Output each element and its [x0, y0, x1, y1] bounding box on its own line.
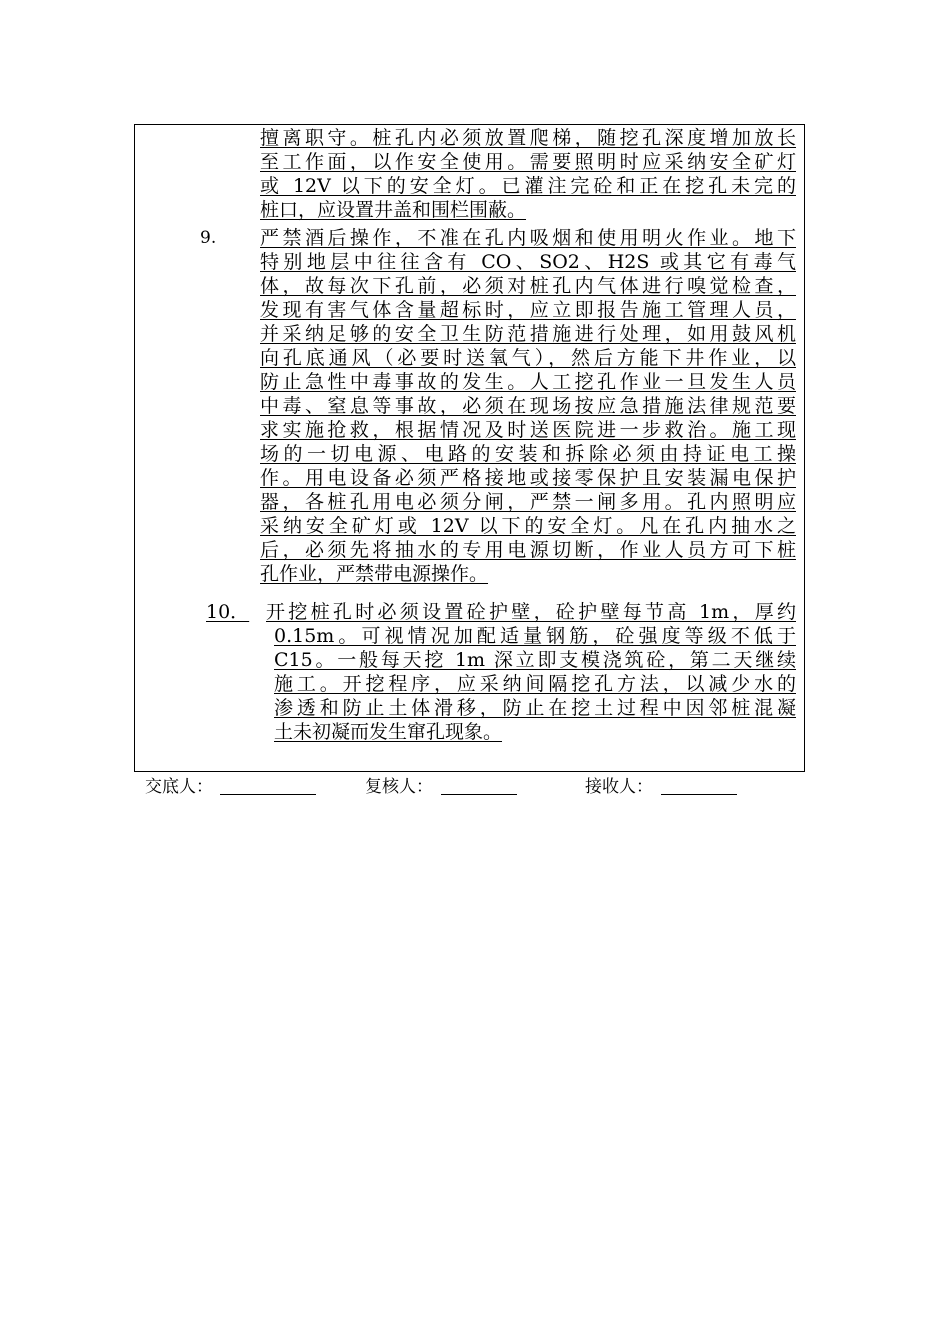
item9-line: 体，故每次下孔前，必须对桩孔内气体进行嗅觉检查， [260, 275, 796, 297]
handover-signature-blank[interactable] [220, 794, 316, 795]
item9-line: 采纳安全矿灯或 12V 以下的安全灯。凡在孔内抽水之 [260, 515, 796, 537]
item10-number: 10． [206, 601, 250, 623]
item9-line: 孔作业，严禁带电源操作。 [260, 563, 489, 585]
item8-line: 桩口，应设置井盖和围栏围蔽。 [260, 199, 527, 221]
item10-line: C15。一般每天挖 1m 深立即支模浇筑砼，第二天继续 [274, 649, 796, 671]
reviewer-signature-blank[interactable] [441, 794, 517, 795]
handover-label: 交底人： [145, 777, 213, 797]
item9-line: 器，各桩孔用电必须分闸，严禁一闸多用。孔内照明应 [260, 491, 796, 513]
reviewer-label: 复核人： [365, 777, 433, 797]
item9-line: 后，必须先将抽水的专用电源切断，作业人员方可下桩 [260, 539, 796, 561]
item10-line: 施工。开挖程序，应采纳间隔挖孔方法，以减少水的 [274, 673, 796, 695]
item9-line: 特别地层中往往含有 CO、SO2、H2S 或其它有毒气 [260, 251, 796, 273]
item9-number: 9. [200, 228, 217, 248]
item8-line: 或 12V 以下的安全灯。已灌注完砼和正在挖孔未完的 [260, 175, 796, 197]
item9-line: 作。用电设备必须严格接地或接零保护且安装漏电保护 [260, 467, 796, 489]
item9-line: 并采纳足够的安全卫生防范措施进行处理，如用鼓风机 [260, 323, 796, 345]
item9-line: 场的一切电源、电路的安装和拆除必须由持证电工操 [260, 443, 796, 465]
item10-line: 渗透和防止土体滑移，防止在挖土过程中因邻桩混凝 [274, 697, 796, 719]
item10-line: 0.15m。可视情况加配适量钢筋，砼强度等级不低于 [274, 625, 796, 647]
item9-line: 中毒、窒息等事故，必须在现场按应急措施法律规范要 [260, 395, 796, 417]
item10-line: 开挖桩孔时必须设置砼护壁，砼护壁每节高 1m，厚约 [266, 601, 796, 623]
item9-line: 向孔底通风（必要时送氧气），然后方能下井作业，以 [260, 347, 796, 369]
receiver-label: 接收人： [585, 777, 653, 797]
receiver-signature-blank[interactable] [661, 794, 737, 795]
item8-line: 至工作面，以作安全使用。需要照明时应采纳安全矿灯 [260, 151, 796, 173]
item9-line: 发现有害气体含量超标时，应立即报告施工管理人员， [260, 299, 796, 321]
item8-line: 擅离职守。桩孔内必须放置爬梯，随挖孔深度增加放长 [260, 127, 796, 149]
item9-line: 求实施抢救，根据情况及时送医院进一步救治。施工现 [260, 419, 796, 441]
item10-line: 土未初凝而发生窜孔现象。 [274, 721, 503, 743]
item9-line: 防止急性中毒事故的发生。人工挖孔作业一旦发生人员 [260, 371, 796, 393]
item9-line: 严禁酒后操作，不准在孔内吸烟和使用明火作业。地下 [260, 227, 796, 249]
